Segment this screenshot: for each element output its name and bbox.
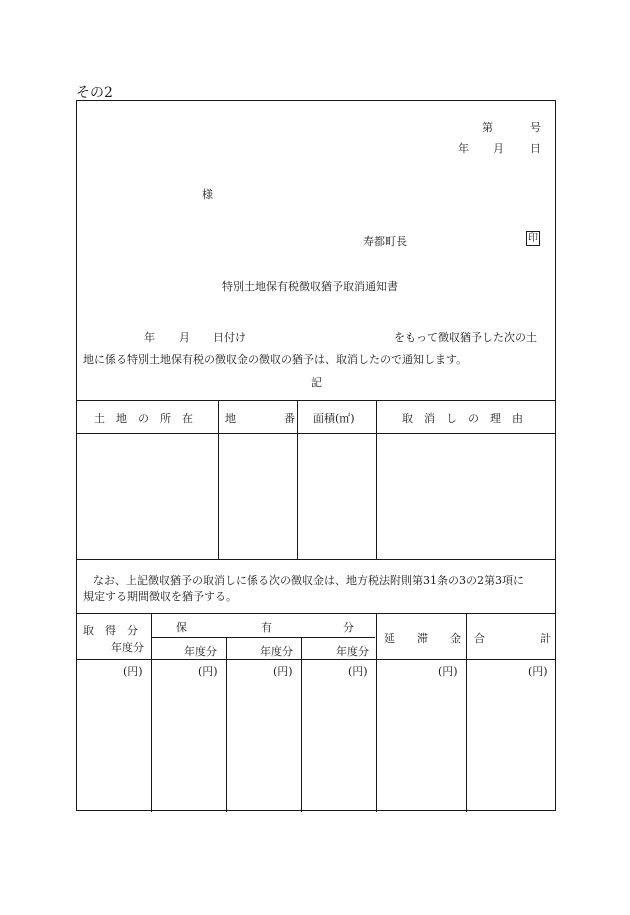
delinquent-label: 延 滞 金 [384, 632, 461, 645]
hold-year-3: 年度分 [336, 645, 369, 658]
number-prefix: 第 [482, 121, 493, 134]
tax-table-top-rule [77, 613, 555, 614]
land-col-divider-2 [297, 400, 298, 559]
land-header-lot-1: 地 [225, 412, 236, 425]
total-label-2: 計 [540, 632, 551, 645]
land-header-lot-2: 番 [284, 412, 295, 425]
body-date-dated: 日付け [213, 331, 246, 344]
issuer-name: 寿都町長 [363, 235, 407, 248]
unit-total: (円) [528, 665, 548, 678]
unit-hold-2: (円) [273, 665, 293, 678]
land-table-top-rule [77, 400, 555, 401]
body-date-month: 月 [179, 331, 190, 344]
date-year-label: 年 [458, 142, 469, 155]
tax-col-divider-1 [151, 613, 152, 812]
document-title: 特別土地保有税徴収猶予取消通知書 [222, 280, 398, 293]
note-top-rule [77, 559, 555, 560]
body-line2: 地に係る特別土地保有税の徴収金の徴収の猶予は、取消したので通知します。 [83, 353, 468, 366]
tax-col-divider-5 [466, 613, 467, 812]
tax-table-header-rule [77, 659, 555, 660]
tax-col-divider-2 [226, 637, 227, 812]
hold-label-2: 有 [261, 621, 272, 634]
body-date-year: 年 [144, 331, 155, 344]
body-line1-tail: をもって徴収猶予した次の土 [394, 331, 537, 344]
hold-label-3: 分 [343, 621, 354, 634]
date-month-label: 月 [493, 142, 504, 155]
seal-mark: 印 [528, 233, 538, 244]
unit-delinquent: (円) [438, 665, 458, 678]
unit-acq: (円) [123, 665, 143, 678]
unit-hold-1: (円) [198, 665, 218, 678]
hold-year-2: 年度分 [260, 645, 293, 658]
tax-col-divider-4 [376, 613, 377, 812]
page-label: その2 [76, 85, 113, 101]
note-line1: なお、上記徴収猶予の取消しに係る次の徴収金は、地方税法附則第31条の3の2第3項に [93, 574, 524, 587]
tax-col-divider-3 [301, 637, 302, 812]
notice-form [76, 100, 556, 811]
total-label-1: 合 [474, 632, 485, 645]
addressee-suffix: 様 [202, 188, 213, 201]
note-line2: 規定する期間徴収を猶予する。 [83, 590, 237, 603]
acq-year-label: 年度分 [111, 641, 144, 654]
hold-sub-rule [151, 637, 375, 638]
land-header-location: 土 地 の 所 在 [94, 412, 193, 425]
hold-year-1: 年度分 [184, 645, 217, 658]
land-col-divider-3 [376, 400, 377, 559]
date-day-label: 日 [530, 142, 541, 155]
hold-label-1: 保 [176, 621, 187, 634]
land-header-reason: 取 消 し の 理 由 [402, 412, 523, 425]
land-table-header-rule [77, 433, 555, 434]
land-header-area: 面積(㎡) [313, 412, 355, 425]
ki-mark: 記 [311, 376, 322, 389]
unit-hold-3: (円) [348, 665, 368, 678]
land-col-divider-1 [218, 400, 219, 559]
acq-label: 取 得 分 [83, 624, 138, 637]
number-suffix: 号 [530, 121, 541, 134]
